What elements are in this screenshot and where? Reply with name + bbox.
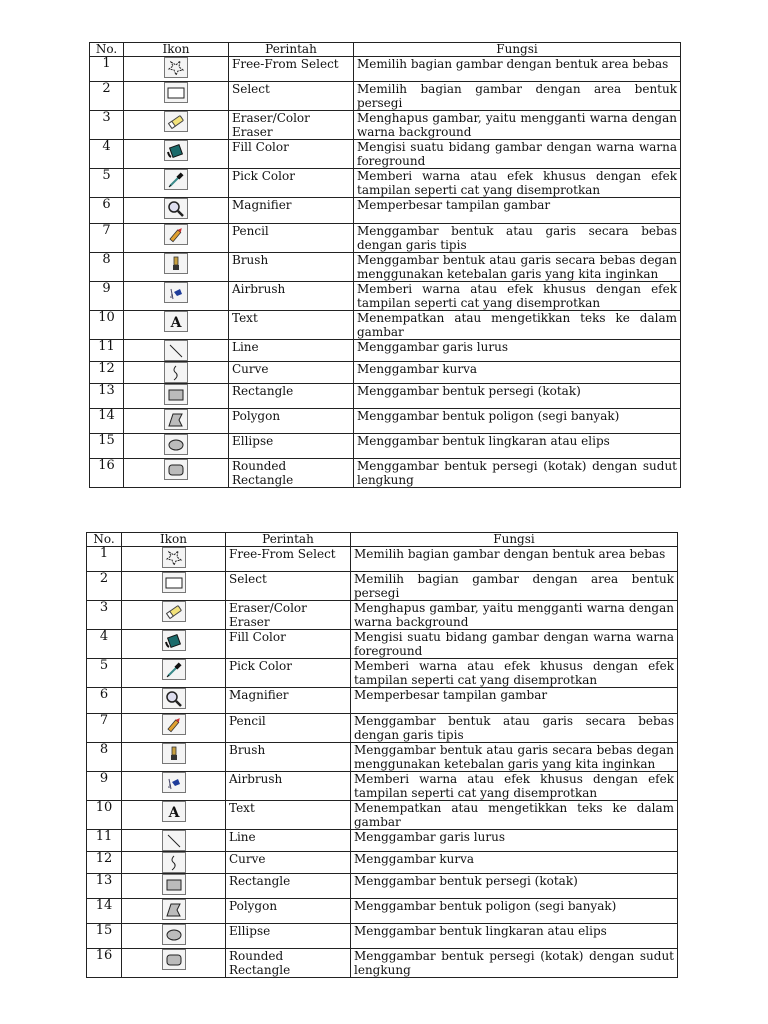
table-row — [90, 409, 681, 434]
icon-cell — [124, 340, 229, 362]
row-number: 7 — [87, 714, 122, 743]
command-name: Rectangle — [229, 384, 354, 409]
row-number: 5 — [90, 169, 124, 198]
icon-cell — [124, 82, 229, 111]
command-name: Airbrush — [229, 282, 354, 311]
eraser-icon — [162, 601, 186, 622]
table-row — [87, 830, 678, 852]
magnifier-icon — [164, 198, 188, 219]
icon-cell — [122, 801, 226, 830]
command-name: Ellipse — [229, 434, 354, 459]
icon-cell — [124, 253, 229, 282]
row-number: 1 — [87, 547, 122, 572]
table-row — [90, 224, 681, 253]
header-icon: Ikon — [122, 533, 226, 547]
header-no: No. — [87, 533, 122, 547]
function-description: Menggambar kurva — [354, 362, 681, 384]
icon-cell — [124, 198, 229, 224]
function-description: Memberi warna atau efek khusus dengan efek tampilan seperti cat yang disemprotkan — [354, 169, 681, 198]
icon-cell — [124, 57, 229, 82]
function-description: Memilih bagian gambar dengan area bentuk persegi — [351, 572, 678, 601]
table-row — [87, 572, 678, 601]
rounded-rectangle-icon — [164, 459, 188, 480]
table-row — [87, 801, 678, 830]
icon-cell — [122, 899, 226, 924]
command-name: Free-From Select — [229, 57, 354, 82]
table-row — [90, 434, 681, 459]
text-icon — [162, 801, 186, 822]
command-name: Fill Color — [226, 630, 351, 659]
rounded-rectangle-icon — [162, 949, 186, 970]
row-number: 11 — [87, 830, 122, 852]
table-row — [87, 949, 678, 978]
select-icon — [164, 82, 188, 103]
brush-icon — [162, 743, 186, 764]
table-row — [90, 282, 681, 311]
command-name: Select — [226, 572, 351, 601]
function-description: Memberi warna atau efek khusus dengan efek tampilan seperti cat yang disemprotkan — [351, 659, 678, 688]
icon-cell — [124, 459, 229, 488]
polygon-icon — [162, 899, 186, 920]
icon-cell — [124, 362, 229, 384]
function-description: Menggambar bentuk persegi (kotak) dengan sudut lengkung — [351, 949, 678, 978]
table-header-row — [90, 43, 681, 57]
function-description: Memperbesar tampilan gambar — [351, 688, 678, 714]
table-row — [87, 547, 678, 572]
icon-cell — [122, 830, 226, 852]
fill-color-icon — [164, 140, 188, 161]
table-row — [90, 57, 681, 82]
function-description: Menggambar bentuk lingkaran atau elips — [351, 924, 678, 949]
row-number: 4 — [87, 630, 122, 659]
command-name: Eraser/Color Eraser — [229, 111, 354, 140]
table-row — [87, 874, 678, 899]
table-row — [87, 772, 678, 801]
function-description: Menggambar bentuk persegi (kotak) — [351, 874, 678, 899]
table-row — [87, 852, 678, 874]
command-name: Text — [226, 801, 351, 830]
header-command: Perintah — [229, 43, 354, 57]
line-icon — [164, 340, 188, 361]
fill-color-icon — [162, 630, 186, 651]
table-row — [90, 311, 681, 340]
function-description: Mengisi suatu bidang gambar dengan warna warna foreground — [351, 630, 678, 659]
icon-cell — [122, 547, 226, 572]
text-icon — [164, 311, 188, 332]
row-number: 5 — [87, 659, 122, 688]
command-name: Curve — [229, 362, 354, 384]
table-row — [90, 111, 681, 140]
row-number: 9 — [87, 772, 122, 801]
command-name: Select — [229, 82, 354, 111]
icon-cell — [122, 852, 226, 874]
row-number: 15 — [90, 434, 124, 459]
airbrush-icon — [162, 772, 186, 793]
curve-icon — [162, 852, 186, 873]
tools-table-body — [87, 547, 678, 978]
row-number: 16 — [90, 459, 124, 488]
function-description: Menggambar kurva — [351, 852, 678, 874]
function-description: Memberi warna atau efek khusus dengan efek tampilan seperti cat yang disemprotkan — [351, 772, 678, 801]
table-row — [90, 198, 681, 224]
icon-cell — [124, 409, 229, 434]
function-description: Menempatkan atau mengetikkan teks ke dalam gambar — [354, 311, 681, 340]
brush-icon — [164, 253, 188, 274]
function-description: Menggambar bentuk poligon (segi banyak) — [351, 899, 678, 924]
function-description: Memperbesar tampilan gambar — [354, 198, 681, 224]
table-header-row — [87, 533, 678, 547]
command-name: Rectangle — [226, 874, 351, 899]
function-description: Menggambar bentuk persegi (kotak) dengan sudut lengkung — [354, 459, 681, 488]
airbrush-icon — [164, 282, 188, 303]
eraser-icon — [164, 111, 188, 132]
pick-color-icon — [164, 169, 188, 190]
ellipse-icon — [164, 434, 188, 455]
icon-cell — [122, 630, 226, 659]
table-row — [90, 384, 681, 409]
row-number: 8 — [90, 253, 124, 282]
tools-table-2 — [86, 532, 678, 978]
table-row — [90, 82, 681, 111]
command-name: Eraser/Color Eraser — [226, 601, 351, 630]
icon-cell — [122, 714, 226, 743]
icon-cell — [122, 743, 226, 772]
header-function: Fungsi — [354, 43, 681, 57]
polygon-icon — [164, 409, 188, 430]
select-icon — [162, 572, 186, 593]
table-row — [90, 169, 681, 198]
function-description: Menghapus gambar, yaitu mengganti warna dengan warna background — [351, 601, 678, 630]
command-name: Polygon — [226, 899, 351, 924]
icon-cell — [124, 111, 229, 140]
icon-cell — [124, 384, 229, 409]
header-command: Perintah — [226, 533, 351, 547]
function-description: Menggambar bentuk poligon (segi banyak) — [354, 409, 681, 434]
row-number: 8 — [87, 743, 122, 772]
icon-cell — [124, 224, 229, 253]
icon-cell — [124, 311, 229, 340]
table-row — [87, 899, 678, 924]
command-name: Line — [226, 830, 351, 852]
function-description: Menggambar garis lurus — [351, 830, 678, 852]
function-description: Menggambar garis lurus — [354, 340, 681, 362]
command-name: Ellipse — [226, 924, 351, 949]
function-description: Menggambar bentuk atau garis secara bebas dengan garis tipis — [351, 714, 678, 743]
function-description: Mengisi suatu bidang gambar dengan warna warna foreground — [354, 140, 681, 169]
pencil-icon — [162, 714, 186, 735]
icon-cell — [124, 282, 229, 311]
row-number: 6 — [90, 198, 124, 224]
row-number: 6 — [87, 688, 122, 714]
row-number: 1 — [90, 57, 124, 82]
icon-cell — [122, 924, 226, 949]
command-name: Airbrush — [226, 772, 351, 801]
command-name: Line — [229, 340, 354, 362]
command-name: Pencil — [226, 714, 351, 743]
function-description: Menghapus gambar, yaitu mengganti warna dengan warna background — [354, 111, 681, 140]
table-row — [87, 601, 678, 630]
header-no: No. — [90, 43, 124, 57]
curve-icon — [164, 362, 188, 383]
header-function: Fungsi — [351, 533, 678, 547]
icon-cell — [124, 434, 229, 459]
function-description: Memberi warna atau efek khusus dengan efek tampilan seperti cat yang disemprotkan — [354, 282, 681, 311]
row-number: 2 — [90, 82, 124, 111]
command-name: Pick Color — [226, 659, 351, 688]
command-name: Free-From Select — [226, 547, 351, 572]
row-number: 13 — [90, 384, 124, 409]
command-name: Curve — [226, 852, 351, 874]
function-description: Menggambar bentuk atau garis secara bebas degan menggunakan ketebalan garis yang kita inginkan — [354, 253, 681, 282]
icon-cell — [122, 659, 226, 688]
table-row — [90, 340, 681, 362]
ellipse-icon — [162, 924, 186, 945]
command-name: Text — [229, 311, 354, 340]
row-number: 11 — [90, 340, 124, 362]
row-number: 13 — [87, 874, 122, 899]
table-row — [87, 924, 678, 949]
pencil-icon — [164, 224, 188, 245]
tools-table-1 — [89, 42, 681, 488]
command-name: Brush — [226, 743, 351, 772]
command-name: Pencil — [229, 224, 354, 253]
command-name: Brush — [229, 253, 354, 282]
svg-text:A: A — [170, 315, 182, 331]
command-name: Magnifier — [226, 688, 351, 714]
free-form-select-icon — [164, 57, 188, 78]
row-number: 3 — [90, 111, 124, 140]
tools-table-body — [90, 57, 681, 488]
command-name: Pick Color — [229, 169, 354, 198]
svg-text:A: A — [168, 805, 179, 821]
table-row — [87, 659, 678, 688]
function-description: Memilih bagian gambar dengan bentuk area bebas — [354, 57, 681, 82]
row-number: 7 — [90, 224, 124, 253]
table-row — [87, 630, 678, 659]
table-row — [90, 140, 681, 169]
row-number: 10 — [90, 311, 124, 340]
command-name: Magnifier — [229, 198, 354, 224]
table-row — [90, 362, 681, 384]
pick-color-icon — [162, 659, 186, 680]
row-number: 14 — [90, 409, 124, 434]
icon-cell — [122, 772, 226, 801]
free-form-select-icon — [162, 547, 186, 568]
magnifier-icon — [162, 688, 186, 709]
command-name: Fill Color — [229, 140, 354, 169]
row-number: 3 — [87, 601, 122, 630]
function-description: Memilih bagian gambar dengan bentuk area bebas — [351, 547, 678, 572]
icon-cell — [122, 874, 226, 899]
table-row — [87, 743, 678, 772]
icon-cell — [122, 572, 226, 601]
row-number: 9 — [90, 282, 124, 311]
command-name: Rounded Rectangle — [229, 459, 354, 488]
row-number: 12 — [90, 362, 124, 384]
function-description: Menggambar bentuk atau garis secara bebas degan menggunakan ketebalan garis yang kita inginkan — [351, 743, 678, 772]
table-row — [87, 714, 678, 743]
command-name: Polygon — [229, 409, 354, 434]
icon-cell — [124, 140, 229, 169]
row-number: 14 — [87, 899, 122, 924]
rectangle-icon — [162, 874, 186, 895]
table-row — [87, 688, 678, 714]
row-number: 16 — [87, 949, 122, 978]
function-description: Memilih bagian gambar dengan area bentuk persegi — [354, 82, 681, 111]
header-icon: Ikon — [124, 43, 229, 57]
table-row — [90, 459, 681, 488]
icon-cell — [122, 601, 226, 630]
row-number: 4 — [90, 140, 124, 169]
rectangle-icon — [164, 384, 188, 405]
function-description: Menempatkan atau mengetikkan teks ke dalam gambar — [351, 801, 678, 830]
row-number: 10 — [87, 801, 122, 830]
icon-cell — [122, 688, 226, 714]
row-number: 2 — [87, 572, 122, 601]
table-row — [90, 253, 681, 282]
icon-cell — [122, 949, 226, 978]
row-number: 15 — [87, 924, 122, 949]
row-number: 12 — [87, 852, 122, 874]
function-description: Menggambar bentuk atau garis secara bebas dengan garis tipis — [354, 224, 681, 253]
icon-cell — [124, 169, 229, 198]
command-name: Rounded Rectangle — [226, 949, 351, 978]
function-description: Menggambar bentuk lingkaran atau elips — [354, 434, 681, 459]
line-icon — [162, 830, 186, 851]
function-description: Menggambar bentuk persegi (kotak) — [354, 384, 681, 409]
